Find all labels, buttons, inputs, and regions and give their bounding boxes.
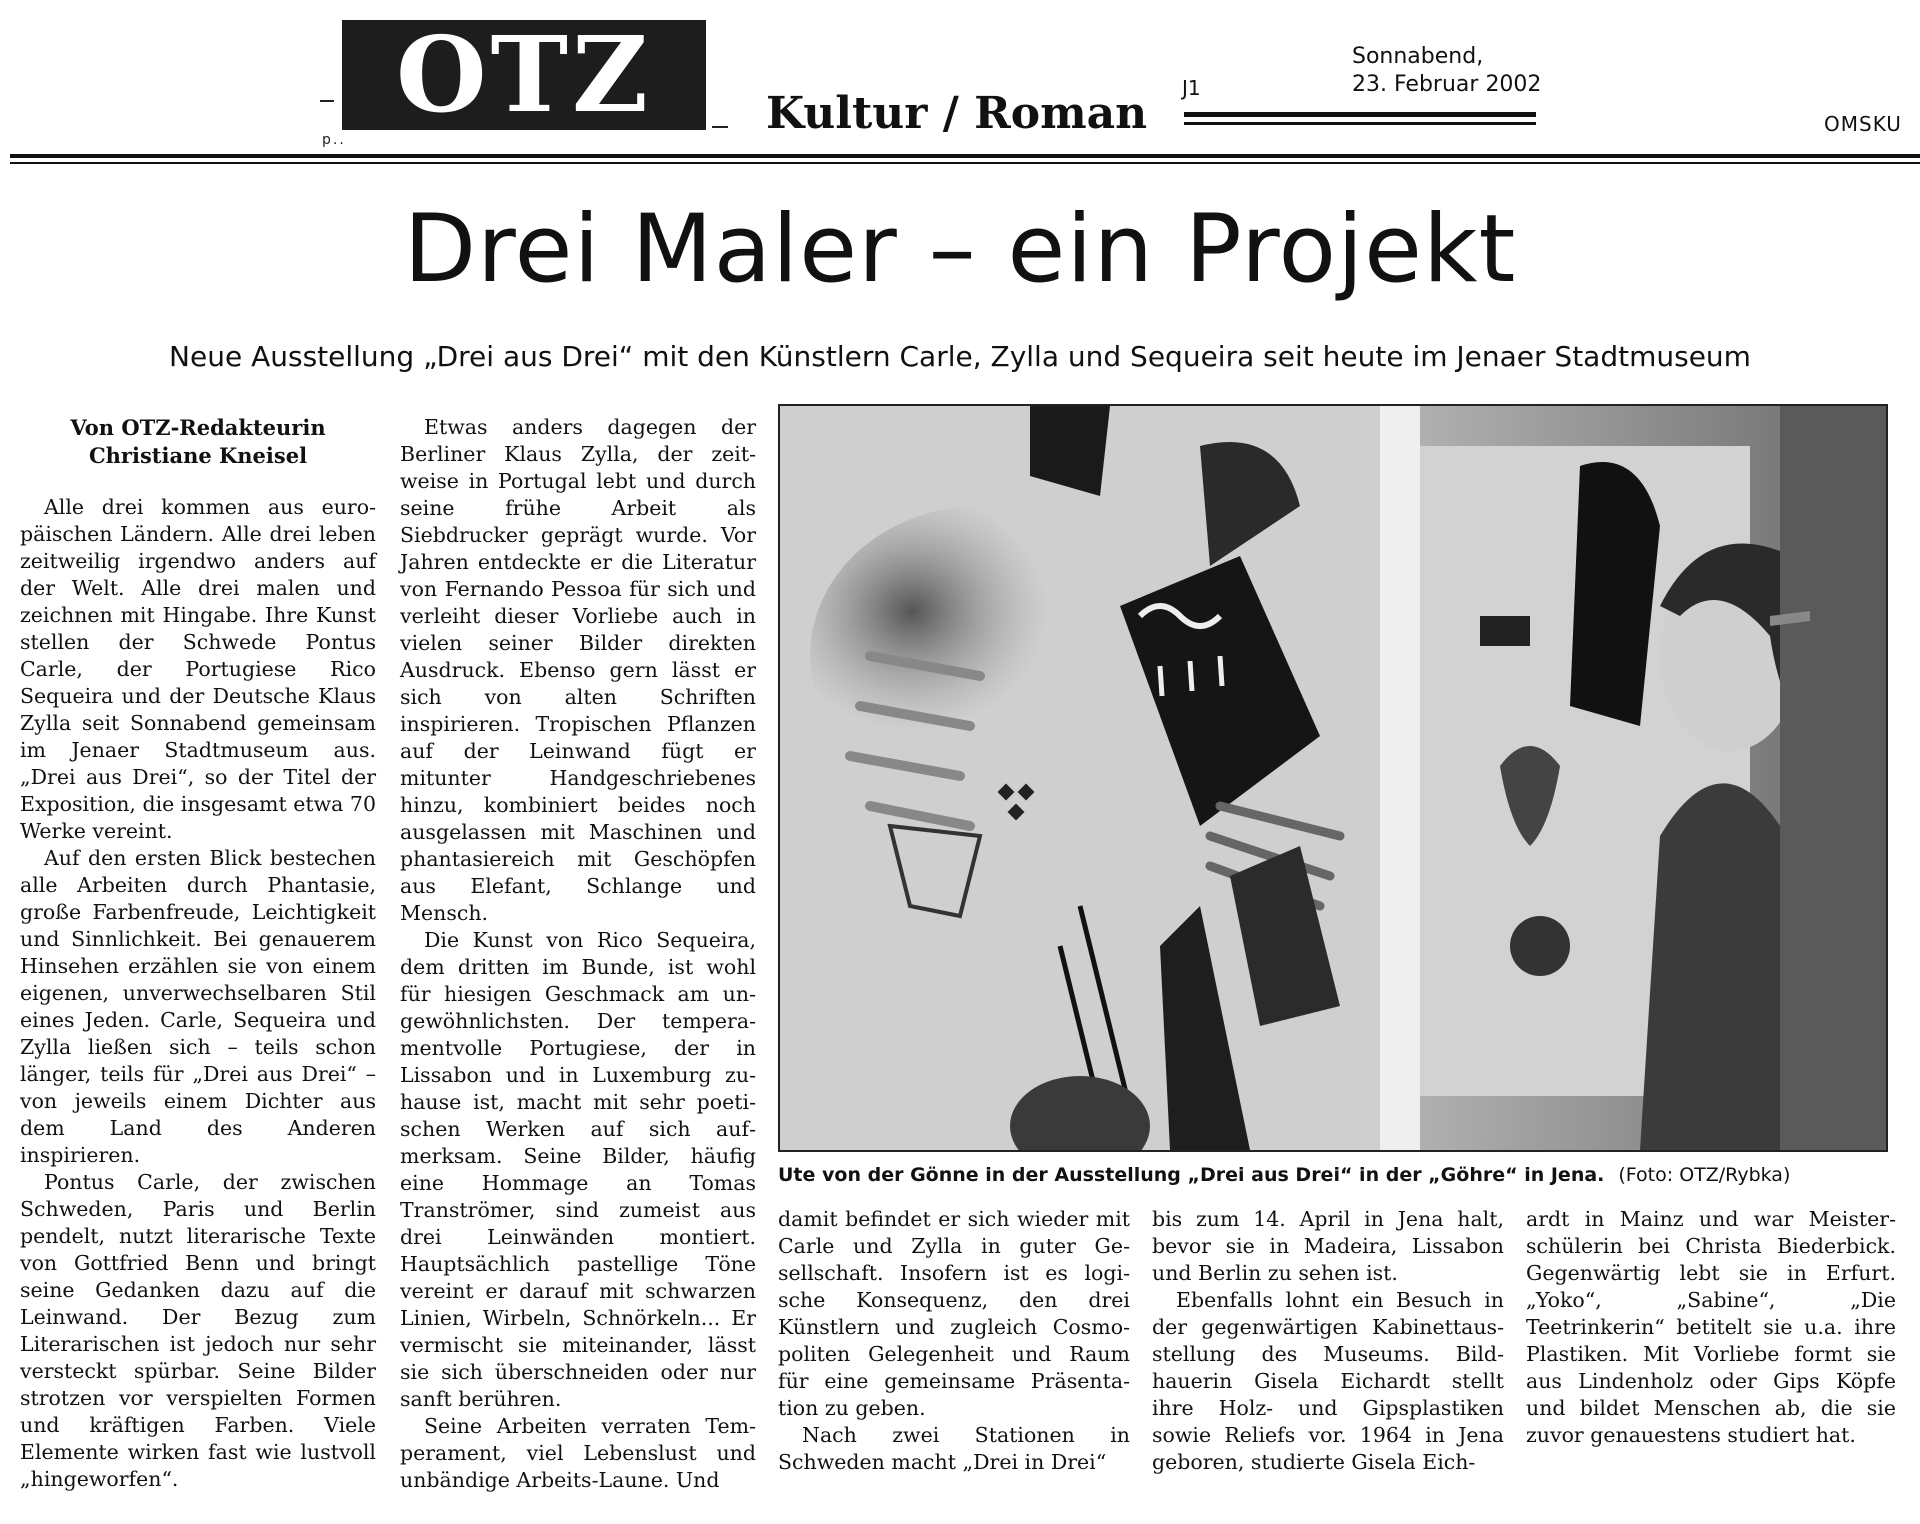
paragraph: Ebenfalls lohnt ein Besuch in der gegenwärtigen Kabinettausstellung des Museums. Bildhauerin Gisela Eichardt stellt ihre Holz- und Gipsplastiken sowie Reliefs vor. 1964 in Jena geboren, studierte Gisela Eich- xyxy=(1152,1288,1504,1474)
photo-credit: (Foto: OTZ/Rybka) xyxy=(1618,1164,1791,1186)
logo-rule-left xyxy=(320,100,334,102)
paragraph: Auf den ersten Blick bestechen alle Arbeiten durch Phantasie, große Farbenfreude, Leichtigkeit und Sinnlichkeit. Bei genauerem Hinsehen erzählen sie von einem eigenen, unverwechselbaren Stil eines Jeden. Carle, Sequeira und Zylla ließen sich – teils schon länger, teils für „Drei aus Drei“ – von jeweils einem Dichter aus dem Land des Anderen inspirieren. xyxy=(20,846,376,1167)
page-rule-thick xyxy=(10,154,1920,158)
article-column-1 xyxy=(20,494,376,1493)
issue-day: Sonnabend, xyxy=(1352,44,1484,69)
byline xyxy=(20,414,376,470)
caption-text: Ute von der Gönne in der Ausstellung „Drei aus Drei“ in der „Göhre“ in Jena. xyxy=(778,1164,1605,1186)
edition-code: OMSKU xyxy=(1824,112,1902,136)
page-rule-thin xyxy=(10,162,1920,164)
paragraph: Alle drei kommen aus europäischen Ländern. Alle drei leben zeitweilig irgendwo anders auf der Welt. Alle drei malen und zeichnen mit Hingabe. Ihre Kunst stellen der Schwede Pontus Carle, der Portugiese Rico Sequeira und der Deutsche Klaus Zylla seit Sonnabend gemeinsam im Jenaer Stadtmuseum aus. „Drei aus Drei“, so der Titel der Exposition, die insgesamt etwa 70 Werke vereint. xyxy=(20,495,376,843)
article-subheadline: Neue Ausstellung „Drei aus Drei“ mit den Künstlern Carle, Zylla und Sequeira seit heute im Jenaer Stadtmuseum xyxy=(169,340,1751,373)
page-code: J1 xyxy=(1182,76,1201,100)
section-title: Kultur / Roman xyxy=(766,88,1148,139)
exhibition-photo-illustration xyxy=(780,406,1886,1150)
logo-dots: p.. xyxy=(322,132,346,148)
article-column-3 xyxy=(778,1206,1130,1476)
article-column-4 xyxy=(1152,1206,1504,1476)
byline-role: Von OTZ-Redakteurin xyxy=(70,415,326,440)
article-column-5 xyxy=(1526,1206,1896,1449)
paragraph: Die Kunst von Rico Sequeira, dem dritten im Bunde, ist wohl für hiesigen Geschmack am ungewöhnlichsten. Der temperamentvolle Portugiese, der in Lissabon und in Luxemburg zuhause ist, macht mit sehr poetischen Werken auf sich aufmerksam. Seine Bilder, häufig eine Hommage an Tomas Tranströmer, sind zumeist aus drei Leinwänden montiert. Hauptsächlich pastellige Töne vereint er darauf mit schwarzen Linien, Wirbeln, Schnörkeln... Er vermischt sie miteinander, lässt sie sich überschneiden oder nur sanft berühren. xyxy=(400,928,756,1411)
newspaper-logo: OTZ xyxy=(342,20,706,130)
logo-rule-right xyxy=(712,126,728,128)
paragraph: ardt in Mainz und war Meisterschülerin bei Christa Biederbick. Gegenwärtig lebt sie in Erfurt. „Yoko“, „Sabine“, „Die Teetrinkerin“ betitelt sie u.a. ihre Plastiken. Mit Vorliebe formt sie aus Lindenholz oder Gips Köpfe und bildet Menschen ab, die sie zuvor genauestens studiert hat. xyxy=(1526,1207,1896,1447)
paragraph: bis zum 14. April in Jena halt, bevor sie in Madeira, Lissabon und Berlin zu sehen ist. xyxy=(1152,1207,1504,1285)
header-rule-thick xyxy=(1184,112,1536,117)
issue-date: 23. Februar 2002 xyxy=(1352,72,1542,97)
article-photo xyxy=(778,404,1888,1152)
paragraph: Nach zwei Stationen in Schweden macht „Drei in Drei“ xyxy=(778,1423,1130,1474)
byline-author: Christiane Kneisel xyxy=(88,443,308,468)
photo-caption xyxy=(778,1164,1888,1186)
paragraph: Pontus Carle, der zwischen Schweden, Paris und Berlin pendelt, nutzt literarische Texte von Gottfried Benn und bringt seine Gedanken dazu auf die Leinwand. Der Bezug zum Literarischen ist jedoch nur sehr versteckt spürbar. Seine Bilder strotzen vor verspielten Formen und kräftigen Farben. Viele Elemente wirken fast wie lustvoll „hingeworfen“. xyxy=(20,1170,376,1491)
header-rule-thin xyxy=(1184,122,1536,125)
paragraph: damit befindet er sich wieder mit Carle und Zylla in guter Gesellschaft. Insofern ist es logische Konsequenz, den drei Künstlern und zugleich Cosmopoliten Gelegenheit und Raum für eine gemeinsame Präsentation zu geben. xyxy=(778,1207,1130,1420)
paragraph: Etwas anders dagegen der Berliner Klaus Zylla, der zeitweise in Portugal lebt und durch seine frühe Arbeit als Siebdrucker geprägt wurde. Vor Jahren entdeckte er die Literatur von Fernando Pessoa für sich und verleiht dieser Vorliebe auch in vielen seiner Bilder direkten Ausdruck. Ebenso gern lässt er sich von alten Schriften inspirieren. Tropischen Pflanzen auf der Leinwand fügt er mitunter Handgeschriebenes hinzu, kombiniert beides noch ausgelassen mit Maschinen und phantasiereich mit Geschöpfen aus Elefant, Schlange und Mensch. xyxy=(400,415,756,925)
article-headline: Drei Maler – ein Projekt xyxy=(403,195,1517,304)
paragraph: Seine Arbeiten verraten Temperament, viel Lebenslust und unbändige Arbeits-Laune. Und xyxy=(400,1414,756,1492)
article-column-2 xyxy=(400,414,756,1494)
